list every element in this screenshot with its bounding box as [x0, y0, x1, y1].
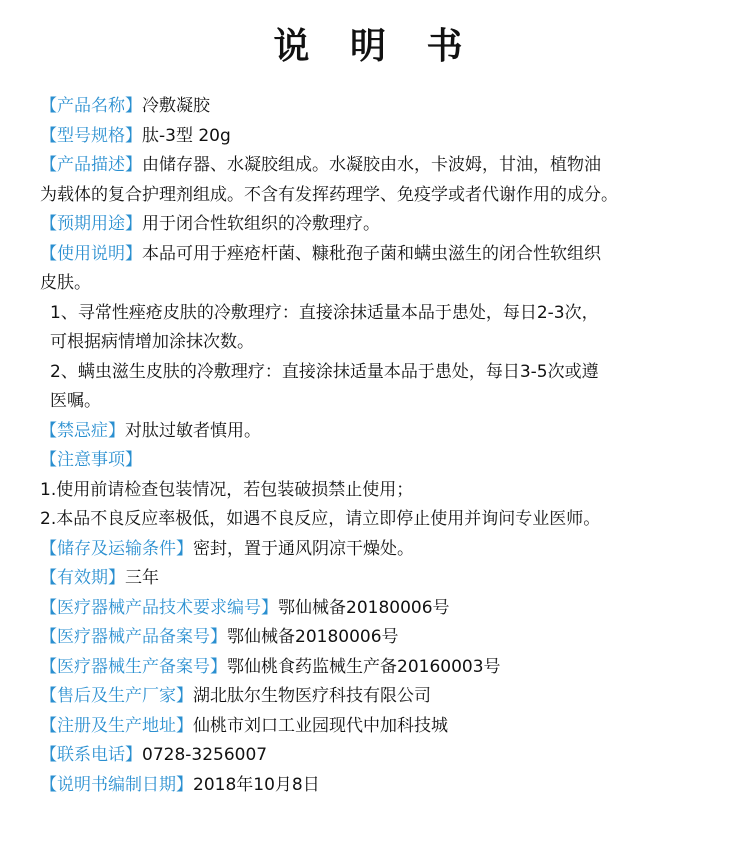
section-text: 密封，置于通风阴凉干燥处。 [193, 538, 414, 559]
section-label: 【产品名称】 [40, 96, 142, 116]
text-line [40, 387, 720, 417]
text-line [40, 358, 720, 388]
text-line [40, 328, 720, 358]
section-text: 为载体的复合护理剂组成。不含有发挥药理学、免疫学或者代谢作用的成分。 [40, 184, 618, 205]
section-text: 鄂仙械备20180006号 [227, 627, 399, 647]
section-text: 可根据病情增加涂抹次数。 [50, 332, 254, 352]
text-line [40, 476, 720, 506]
section-text: 1、寻常性痤疮皮肤的冷敷理疗：直接涂抹适量本品于患处，每日2-3次， [50, 302, 599, 323]
section-label: 【型号规格】 [40, 125, 142, 146]
section-label: 【禁忌症】 [40, 420, 125, 441]
text-line [40, 92, 720, 122]
text-line [40, 712, 720, 742]
text-line [40, 741, 720, 771]
text-line [40, 594, 720, 624]
section-text: 对肽过敏者慎用。 [125, 420, 261, 441]
section-label: 【预期用途】 [40, 214, 142, 234]
section-label: 【售后及生产厂家】 [40, 686, 193, 706]
text-line [40, 505, 720, 535]
section-text: 2018年10月8日 [193, 774, 320, 795]
text-line [40, 151, 720, 181]
section-label: 【使用说明】 [40, 243, 142, 264]
text-line [40, 682, 720, 712]
text-line [40, 269, 720, 299]
text-line [40, 181, 720, 211]
text-line [40, 240, 720, 270]
section-label: 【有效期】 [40, 568, 125, 588]
section-text: 皮肤。 [40, 273, 91, 293]
section-label: 【注册及生产地址】 [40, 715, 193, 736]
section-label: 【联系电话】 [40, 745, 142, 765]
section-label: 【医疗器械产品备案号】 [40, 627, 227, 647]
section-label: 【说明书编制日期】 [40, 774, 193, 795]
section-text: 肽-3型 20g [142, 125, 231, 146]
text-line [40, 564, 720, 594]
section-text: 三年 [125, 568, 159, 588]
section-text: 0728-3256007 [142, 745, 268, 765]
section-text: 鄂仙桃食药监械生产备20160003号 [227, 656, 501, 677]
section-label: 【产品描述】 [40, 155, 142, 175]
section-text: 本品可用于痤疮杆菌、糠秕孢子菌和螨虫滋生的闭合性软组织 [142, 243, 601, 264]
section-text: 2.本品不良反应率极低，如遇不良反应，请立即停止使用并询问专业医师。 [40, 509, 601, 529]
text-line [40, 122, 720, 152]
section-text: 仙桃市刘口工业园现代中加科技城 [193, 715, 448, 736]
section-label: 【储存及运输条件】 [40, 538, 193, 559]
section-text: 鄂仙械备20180006号 [278, 597, 450, 618]
text-line [40, 299, 720, 329]
section-label: 【医疗器械生产备案号】 [40, 656, 227, 677]
text-line [40, 653, 720, 683]
section-text: 1.使用前请检查包装情况，若包装破损禁止使用； [40, 479, 414, 500]
text-line [40, 771, 720, 801]
section-text: 2、螨虫滋生皮肤的冷敷理疗：直接涂抹适量本品于患处，每日3-5次或遵 [50, 361, 599, 382]
text-line [40, 446, 720, 476]
section-text: 湖北肽尔生物医疗科技有限公司 [193, 686, 431, 706]
section-text: 由储存器、水凝胶组成。水凝胶由水，卡波姆，甘油，植物油 [142, 155, 601, 175]
section-label: 【医疗器械产品技术要求编号】 [40, 597, 278, 618]
section-text: 用于闭合性软组织的冷敷理疗。 [142, 214, 380, 234]
section-text: 医嘱。 [50, 391, 101, 411]
text-line [40, 535, 720, 565]
text-line [40, 210, 720, 240]
text-line [40, 417, 720, 447]
instruction-content [40, 92, 720, 800]
section-text: 冷敷凝胶 [142, 96, 210, 116]
section-label: 【注意事项】 [40, 450, 142, 470]
page-title: 说 明 书 [273, 26, 477, 67]
text-line [40, 623, 720, 653]
